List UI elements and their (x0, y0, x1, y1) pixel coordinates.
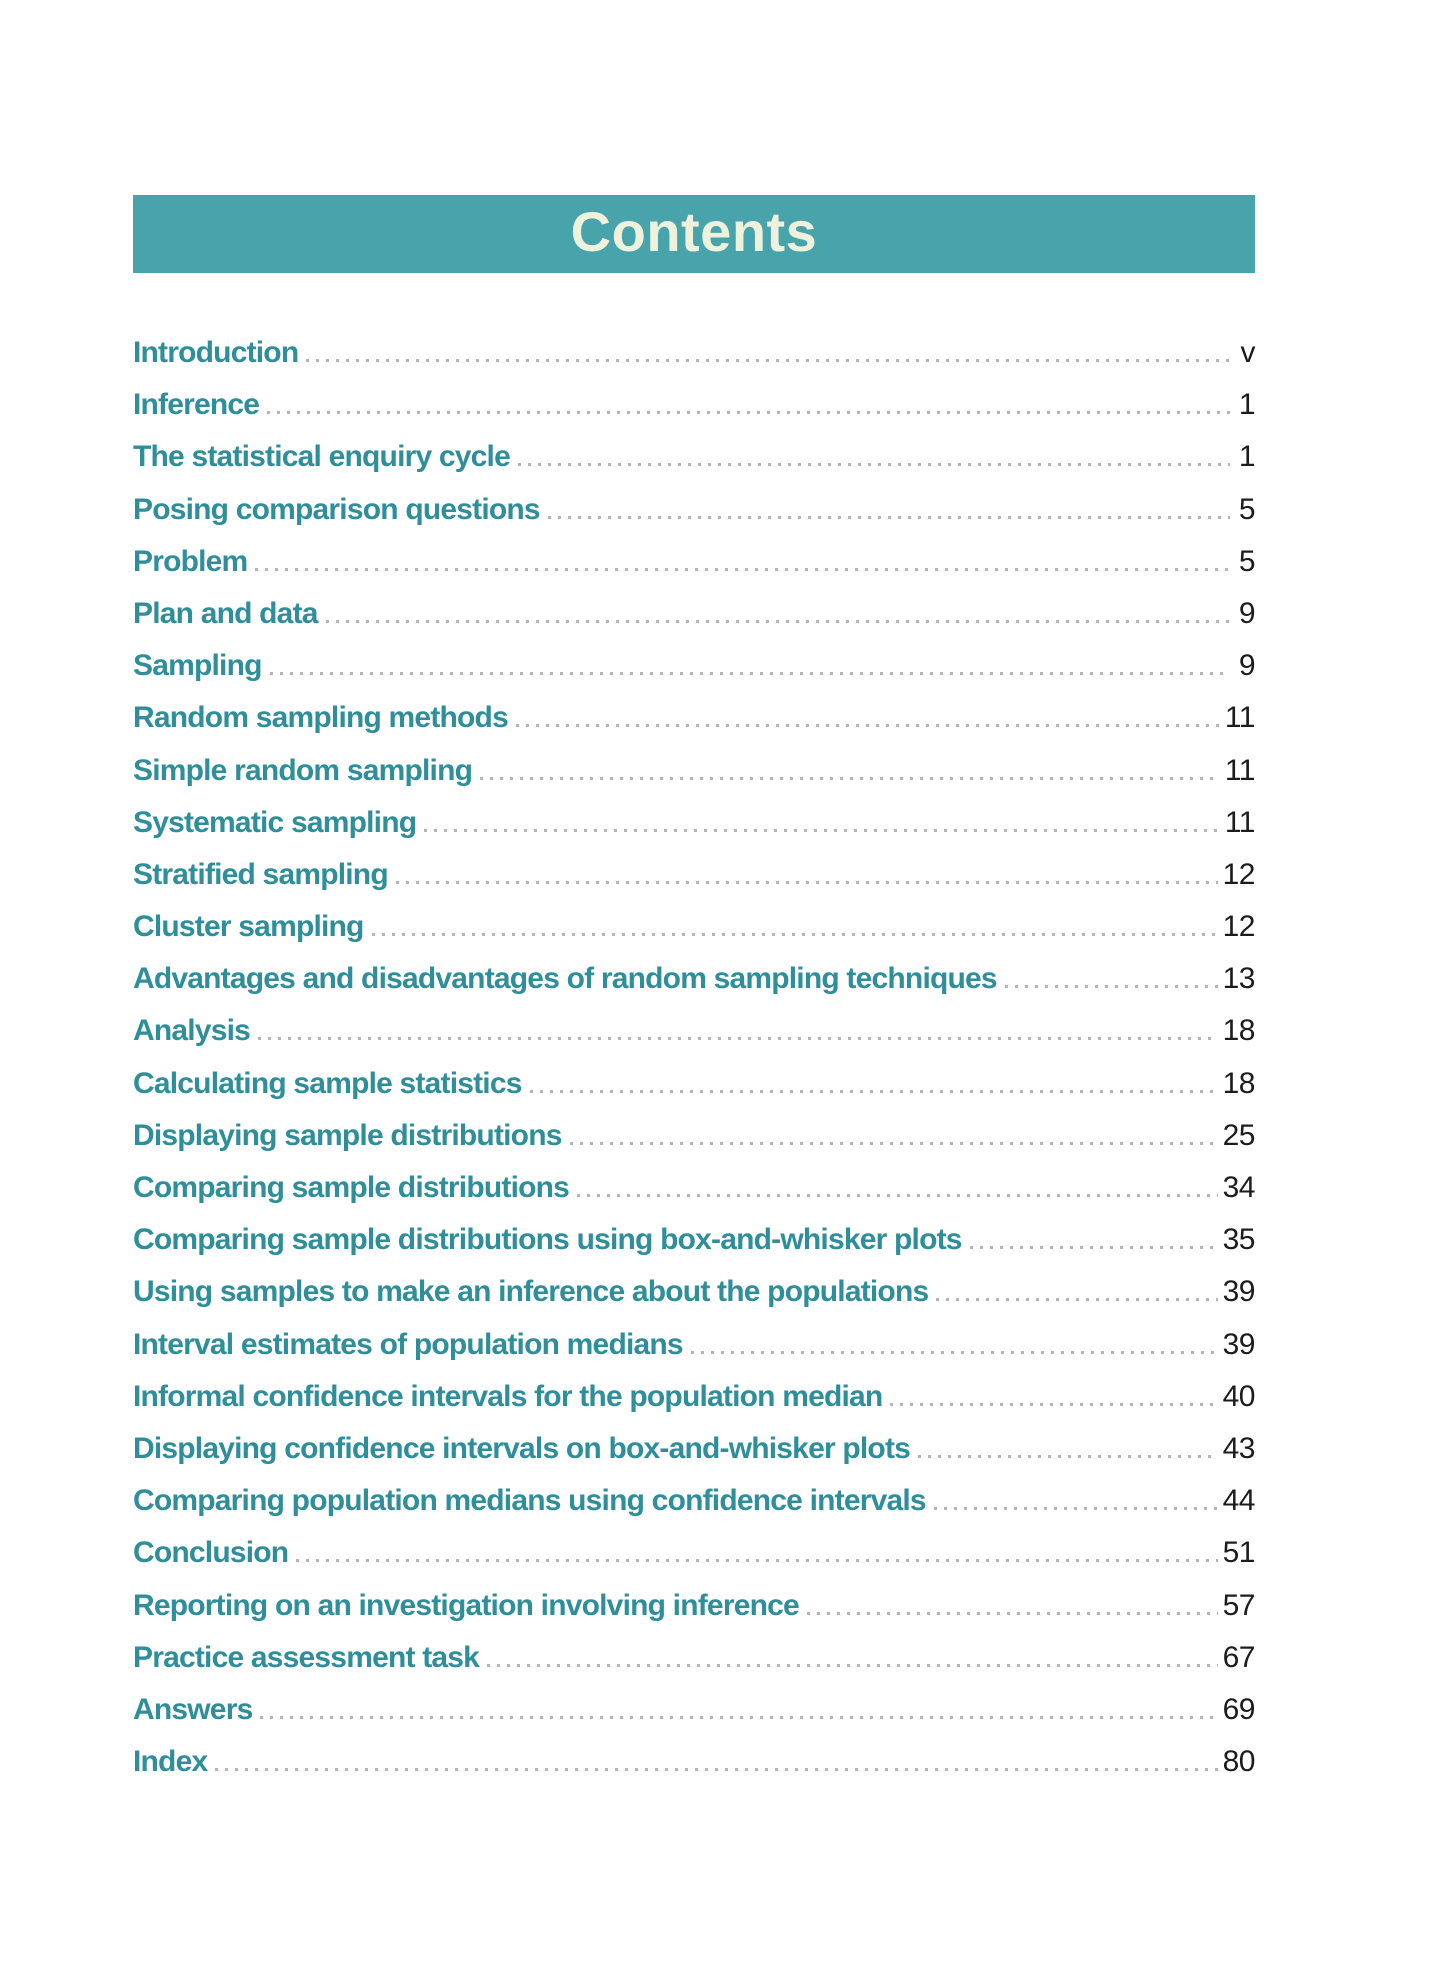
toc-entry (133, 1016, 1255, 1068)
dot-leader (934, 1507, 1218, 1510)
toc-entry-page: 80 (1222, 1745, 1255, 1779)
toc-entry-page: 67 (1222, 1640, 1255, 1674)
toc-entry-label: Simple random sampling (133, 753, 473, 787)
dot-leader (890, 1403, 1217, 1406)
toc-entry-label: Sampling (133, 649, 262, 683)
toc-entry-page: 43 (1222, 1431, 1255, 1465)
toc-entry (133, 1588, 1255, 1643)
toc-entry (133, 857, 1255, 912)
toc-entry-label: Problem (133, 544, 248, 578)
dot-leader (424, 829, 1220, 832)
toc-entry-label: Interval estimates of population medians (133, 1327, 683, 1361)
toc-entry-page: 51 (1222, 1536, 1255, 1570)
toc-entry-label: Comparing sample distributions using box-and-whisker plots (133, 1223, 962, 1257)
page-title: Contents (570, 200, 818, 263)
dot-leader (918, 1455, 1218, 1458)
toc-entry-page: 1 (1238, 440, 1255, 474)
toc-entry (133, 805, 1255, 860)
toc-entry (133, 1747, 1255, 1799)
toc-entry-page: 44 (1222, 1484, 1255, 1518)
toc-entry (133, 544, 1255, 599)
toc-entry (133, 1277, 1255, 1329)
toc-entry (133, 703, 1255, 755)
toc-entry (133, 1486, 1255, 1538)
toc-entry-label: Posing comparison questions (133, 492, 540, 526)
toc-entry-page: 34 (1222, 1171, 1255, 1204)
dot-leader (487, 1664, 1218, 1667)
toc-entry-page: 9 (1238, 596, 1255, 630)
dot-leader (691, 1351, 1218, 1354)
dot-leader (1005, 985, 1218, 988)
toc-entry-label: Comparing population medians using confidence intervals (133, 1484, 926, 1518)
dot-leader (296, 1559, 1217, 1562)
toc-entry-page: 12 (1222, 910, 1255, 944)
toc-entry (133, 1692, 1255, 1747)
toc-entry-label: Displaying confidence intervals on box-and-whisker plots (133, 1431, 911, 1465)
dot-leader (480, 777, 1220, 780)
toc-entry (133, 390, 1255, 442)
toc-entry-page: 11 (1224, 701, 1255, 735)
dot-leader (260, 1716, 1217, 1719)
dot-leader (255, 568, 1230, 571)
toc-entry (133, 596, 1255, 651)
toc-entry (133, 1379, 1255, 1434)
toc-entry (133, 442, 1255, 494)
dot-leader (258, 1037, 1218, 1040)
toc-entry (133, 753, 1255, 808)
toc-entry-label: Cluster sampling (133, 910, 364, 944)
toc-entry-label: Analysis (133, 1014, 250, 1048)
toc-entry-label: Comparing sample distributions (133, 1171, 570, 1204)
dot-leader (516, 724, 1220, 727)
toc-entry (133, 1431, 1255, 1486)
toc-entry-page: v (1240, 336, 1255, 369)
dot-leader (577, 1194, 1218, 1197)
toc-entry-page: 18 (1222, 1066, 1255, 1100)
toc-entry-page: 5 (1238, 492, 1255, 526)
toc-entry-label: Reporting on an investigation involving inference (133, 1588, 799, 1622)
contents-header-bar (133, 195, 1255, 273)
dot-leader (936, 1298, 1217, 1301)
toc-entry (133, 1538, 1255, 1590)
dot-leader (270, 672, 1230, 675)
toc-entry (133, 964, 1255, 1016)
dot-leader (807, 1612, 1218, 1615)
toc-entry-label: Calculating sample statistics (133, 1066, 522, 1100)
dot-leader (530, 1090, 1218, 1093)
toc-entry (133, 1118, 1255, 1173)
dot-leader (518, 463, 1230, 466)
dot-leader (215, 1768, 1217, 1771)
dot-leader (570, 1142, 1218, 1145)
toc-entry-label: The statistical enquiry cycle (133, 440, 510, 474)
toc-entry-page: 9 (1238, 649, 1255, 683)
toc-entry-page: 1 (1238, 388, 1255, 422)
toc-entry-label: Conclusion (133, 1536, 289, 1570)
toc-entry-label: Practice assessment task (133, 1640, 480, 1674)
toc-entry-page: 12 (1222, 857, 1255, 891)
dot-leader (326, 620, 1230, 623)
toc-entry-label: Stratified sampling (133, 857, 388, 891)
toc-entry-page: 39 (1222, 1327, 1255, 1361)
toc-entry (133, 1173, 1255, 1225)
dot-leader (396, 881, 1218, 884)
toc-entry-label: Using samples to make an inference about the populations (133, 1275, 929, 1309)
toc-entry (133, 1640, 1255, 1695)
toc-entry-label: Introduction (133, 336, 299, 369)
toc-entry-page: 5 (1238, 544, 1255, 578)
toc-entry-page: 57 (1222, 1588, 1255, 1622)
toc-entry (133, 1066, 1255, 1121)
toc-entry (133, 492, 1255, 547)
toc-entry-page: 11 (1224, 805, 1255, 839)
toc-entry-label: Systematic sampling (133, 805, 417, 839)
dot-leader (548, 516, 1230, 519)
toc-entry-label: Index (133, 1745, 208, 1779)
toc-entry-label: Displaying sample distributions (133, 1118, 562, 1152)
toc-entry-page: 35 (1222, 1223, 1255, 1257)
toc-entry (133, 912, 1255, 964)
toc-entry-label: Random sampling methods (133, 701, 508, 735)
toc-entry-label: Plan and data (133, 596, 318, 630)
toc-list (133, 338, 1255, 1799)
toc-entry-label: Advantages and disadvantages of random sampling techniques (133, 962, 997, 996)
toc-entry-page: 40 (1222, 1379, 1255, 1413)
toc-entry-label: Inference (133, 388, 260, 422)
dot-leader (970, 1246, 1218, 1249)
toc-entry-page: 18 (1222, 1014, 1255, 1048)
toc-entry-page: 13 (1222, 962, 1255, 996)
toc-entry (133, 651, 1255, 703)
toc-entry-page: 11 (1224, 753, 1255, 787)
toc-entry (133, 1225, 1255, 1277)
toc-entry-page: 39 (1222, 1275, 1255, 1309)
dot-leader (372, 933, 1218, 936)
toc-entry (133, 1327, 1255, 1382)
toc-entry-label: Informal confidence intervals for the population median (133, 1379, 883, 1413)
toc-entry (133, 338, 1255, 390)
dot-leader (267, 411, 1230, 414)
dot-leader (306, 359, 1230, 362)
toc-entry-page: 25 (1222, 1118, 1255, 1152)
toc-entry-page: 69 (1222, 1692, 1255, 1726)
toc-entry-label: Answers (133, 1692, 253, 1726)
